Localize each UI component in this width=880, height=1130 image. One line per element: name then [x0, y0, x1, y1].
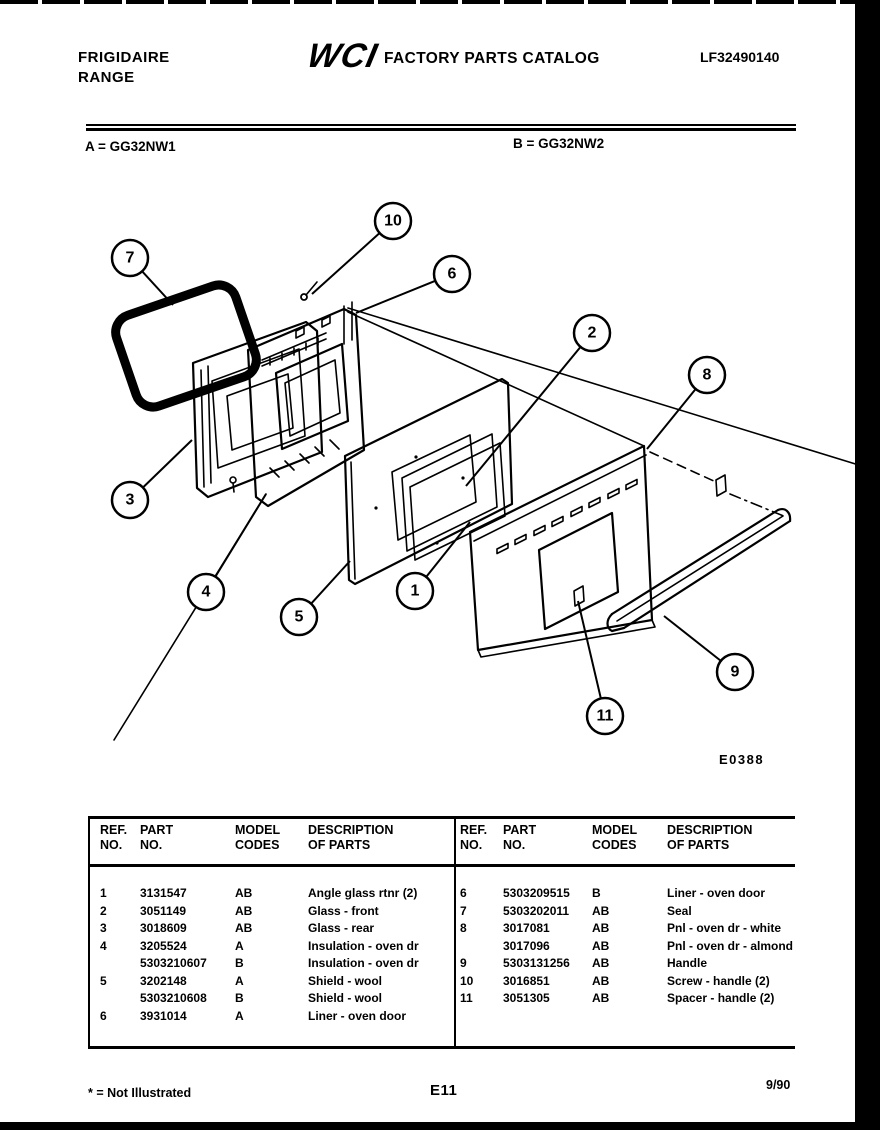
parts-table-left	[100, 886, 458, 1026]
callout-leader-2	[466, 347, 581, 486]
cell-description: Glass - rear	[308, 921, 375, 935]
cell-part-no: 3016851	[503, 973, 550, 988]
brand-line2: RANGE	[78, 69, 135, 87]
header-rule-top	[86, 124, 796, 126]
model-legend-b: B = GG32NW2	[513, 136, 605, 151]
table-row	[100, 904, 458, 922]
table-row	[100, 939, 458, 957]
cell-part-no: 5303202011	[503, 903, 570, 918]
table-row	[100, 956, 458, 974]
cell-description: Insulation - oven dr	[308, 938, 419, 953]
cell-ref-no: 8	[460, 921, 467, 935]
cell-ref-no: 1	[100, 886, 107, 900]
cell-ref-no: 6	[100, 1008, 107, 1023]
cell-part-no: 3017096	[503, 938, 550, 953]
column-header: DESCRIPTION OF PARTS	[667, 823, 753, 852]
cell-description: Seal	[667, 903, 692, 918]
table-row	[100, 991, 458, 1009]
cell-model-codes: AB	[592, 903, 610, 918]
figure-code: E0388	[719, 752, 765, 767]
callout-leader-5	[311, 561, 350, 604]
cell-description: Shield - wool	[308, 991, 382, 1005]
callouts-layer	[112, 203, 753, 734]
callout-number-7: 7	[125, 249, 135, 267]
cell-part-no: 3131547	[140, 886, 187, 900]
cell-description: Shield - wool	[308, 973, 382, 988]
callout-number-4: 4	[201, 583, 211, 601]
table-border-bottom	[88, 1046, 795, 1049]
cell-model-codes: AB	[235, 921, 253, 935]
cell-model-codes: AB	[592, 938, 610, 953]
cell-description: Liner - oven door	[667, 886, 766, 900]
callout-number-6: 6	[447, 265, 457, 283]
cell-ref-no: 4	[100, 938, 107, 953]
scan-edge-bottom	[0, 1122, 880, 1130]
cell-description: Insulation - oven dr	[308, 956, 419, 970]
catalog-title: FACTORY PARTS CATALOG	[384, 50, 600, 67]
table-row	[460, 921, 842, 939]
wci-logo: WCI	[304, 37, 382, 75]
cell-description: Pnl - oven dr - white	[667, 921, 782, 935]
cell-description: Glass - front	[308, 903, 379, 918]
cell-model-codes: B	[235, 991, 244, 1005]
table-row	[100, 886, 458, 904]
cell-model-codes: B	[592, 886, 601, 900]
cell-part-no: 5303209515	[503, 886, 570, 900]
cell-part-no: 3051149	[140, 903, 187, 918]
date-code: 9/90	[766, 1078, 791, 1092]
cell-description: Angle glass rtnr (2)	[308, 886, 418, 900]
cell-model-codes: A	[235, 973, 244, 988]
table-row	[100, 921, 458, 939]
cell-description: Spacer - handle (2)	[667, 991, 775, 1005]
cell-model-codes: AB	[592, 991, 610, 1005]
cell-model-codes: A	[235, 1008, 244, 1023]
callout-leader-9	[664, 616, 721, 661]
cell-model-codes: AB	[592, 956, 610, 970]
cell-part-no: 3018609	[140, 921, 187, 935]
callout-number-8: 8	[702, 366, 712, 384]
cell-part-no: 3931014	[140, 1008, 187, 1023]
column-header: REF. NO.	[460, 823, 488, 852]
table-row	[460, 956, 842, 974]
cell-model-codes: AB	[592, 921, 610, 935]
table-row	[460, 974, 842, 992]
callout-leader-7	[142, 271, 173, 305]
cell-description: Pnl - oven dr - almond	[667, 938, 794, 953]
cell-ref-no: 9	[460, 956, 467, 970]
cell-part-no: 3017081	[503, 921, 550, 935]
cell-model-codes: AB	[592, 973, 610, 988]
column-header: REF. NO.	[100, 823, 128, 852]
cell-part-no: 5303210607	[140, 956, 207, 970]
table-row	[460, 886, 842, 904]
callout-number-11: 11	[596, 707, 614, 725]
callout-number-3: 3	[125, 491, 135, 509]
callout-leader-8	[647, 389, 696, 449]
brand-line1: FRIGIDAIRE	[78, 49, 170, 66]
cell-part-no: 3202148	[140, 973, 187, 988]
cell-ref-no: 10	[460, 973, 474, 988]
table-border-top	[88, 816, 795, 819]
cell-ref-no: 11	[460, 991, 473, 1005]
column-header: MODEL CODES	[235, 823, 281, 852]
header-rule-bottom	[86, 128, 796, 131]
column-header: DESCRIPTION OF PARTS	[308, 823, 394, 852]
callout-leader-11	[578, 601, 601, 698]
table-header-right	[460, 823, 842, 853]
scan-edge-top	[0, 0, 880, 4]
cell-model-codes: A	[235, 938, 244, 953]
cell-part-no: 3051305	[503, 991, 550, 1005]
cell-ref-no: 7	[460, 903, 467, 918]
parts-table-right	[460, 886, 842, 1009]
cell-ref-no: 3	[100, 921, 107, 935]
table-border-left	[88, 816, 90, 1049]
callout-leader-3	[143, 440, 192, 487]
cell-ref-no: 5	[100, 973, 107, 988]
table-row	[460, 991, 842, 1009]
table-row	[460, 904, 842, 922]
column-header: PART NO.	[503, 823, 537, 852]
model-legend-a: A = GG32NW1	[85, 139, 176, 154]
table-header-left	[100, 823, 458, 853]
table-row	[460, 939, 842, 957]
cell-part-no: 3205524	[140, 938, 187, 953]
table-header-underline	[88, 864, 795, 867]
callout-number-10: 10	[384, 212, 402, 230]
column-header: PART NO.	[140, 823, 174, 852]
not-illustrated-note: * = Not Illustrated	[88, 1086, 192, 1100]
cell-description: Liner - oven door	[308, 1008, 407, 1023]
cell-ref-no: 6	[460, 886, 467, 900]
cell-description: Handle	[667, 956, 708, 970]
cell-part-no: 5303131256	[503, 956, 570, 970]
cell-ref-no: 2	[100, 903, 107, 918]
column-header: MODEL CODES	[592, 823, 638, 852]
callout-number-1: 1	[410, 582, 420, 600]
brand-title	[78, 48, 170, 89]
cell-model-codes: B	[235, 956, 244, 970]
table-row	[100, 1009, 458, 1027]
callout-number-2: 2	[587, 324, 597, 342]
callout-number-5: 5	[294, 608, 304, 626]
page-code: E11	[430, 1082, 458, 1099]
cell-model-codes: AB	[235, 886, 253, 900]
cell-part-no: 5303210608	[140, 991, 207, 1005]
callout-leader-6	[356, 281, 435, 313]
document-number: LF32490140	[700, 49, 780, 65]
exploded-oven-door-diagram	[0, 155, 880, 795]
table-row	[100, 974, 458, 992]
callout-leader-10	[312, 233, 380, 294]
callout-leader-4	[215, 494, 266, 577]
cell-model-codes: AB	[235, 903, 253, 918]
cell-description: Screw - handle (2)	[667, 973, 770, 988]
callout-number-9: 9	[730, 663, 740, 681]
door-handle-art	[608, 509, 791, 631]
